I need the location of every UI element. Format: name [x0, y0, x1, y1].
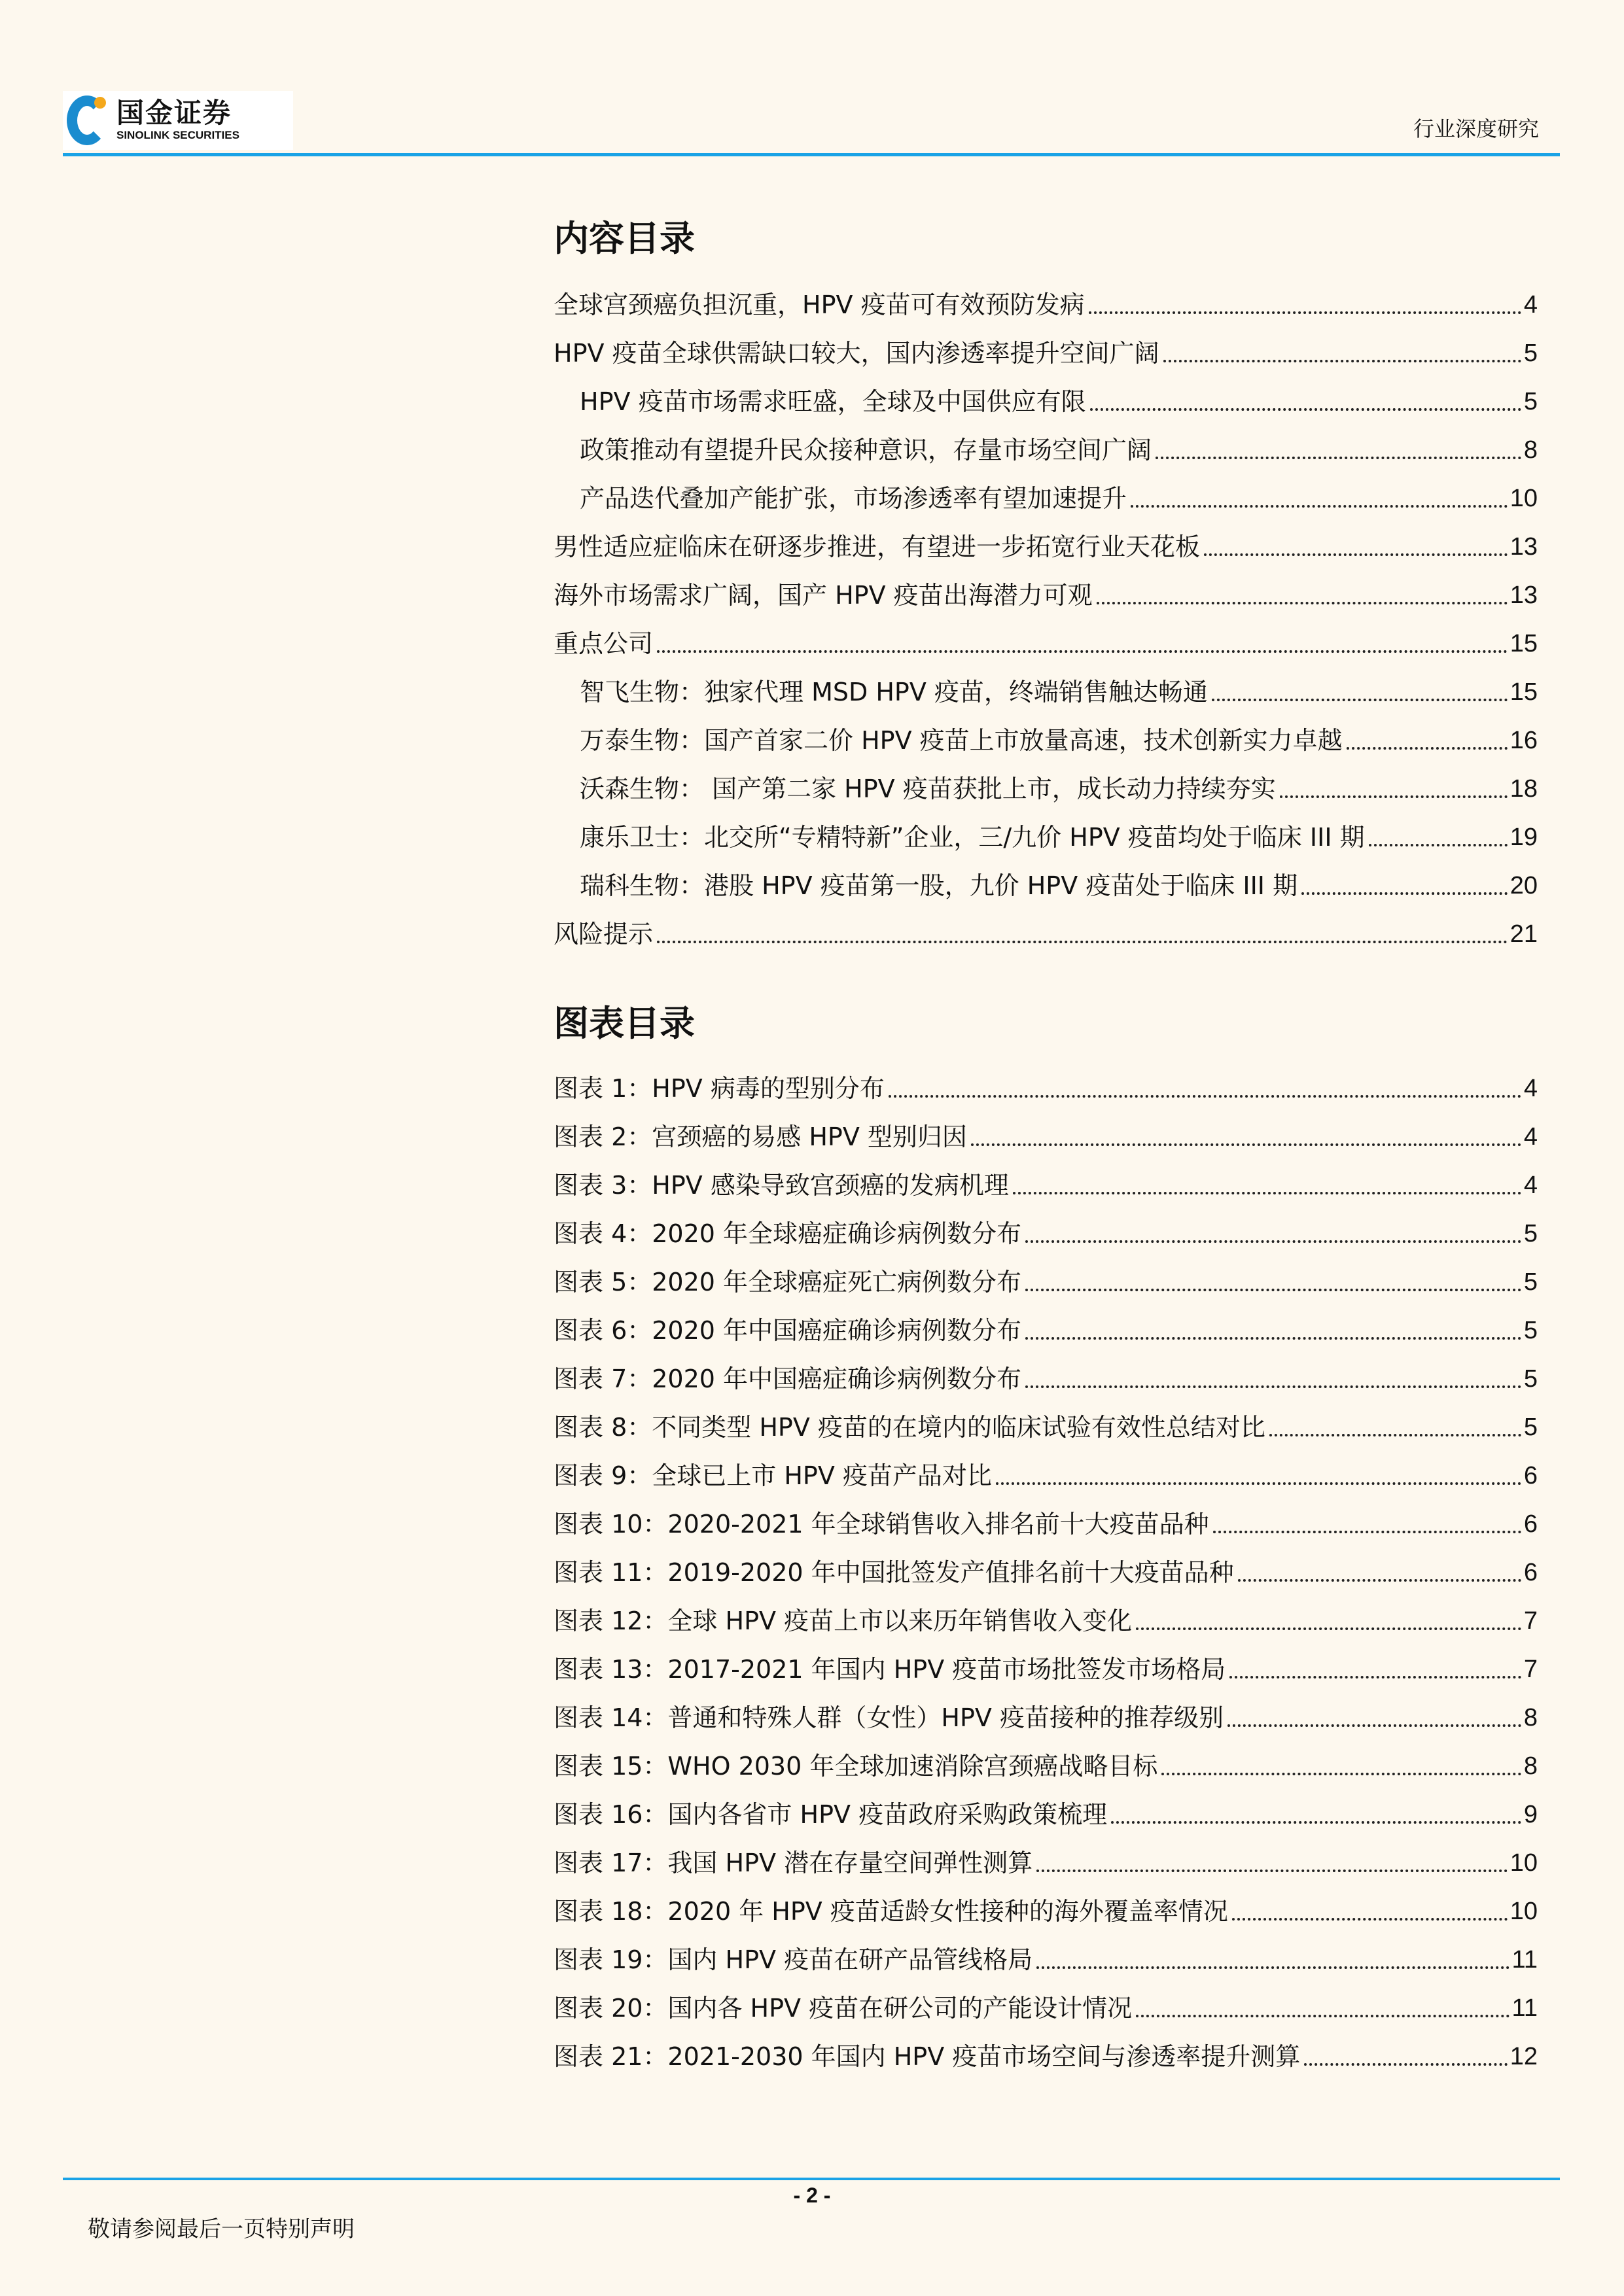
dot-leader: [1025, 1289, 1521, 1291]
figure-entry[interactable]: [554, 1395, 1538, 1443]
toc-entry[interactable]: [554, 417, 1538, 466]
dot-leader: [1013, 1192, 1521, 1194]
figure-entry[interactable]: [554, 1879, 1538, 1927]
entry-title: 图表 9：全球已上市 HPV 疫苗产品对比: [554, 1461, 992, 1490]
toc-entry[interactable]: [554, 514, 1538, 563]
dot-leader: [1156, 457, 1521, 459]
entry-page: 7: [1523, 1607, 1538, 1635]
figures-title: 图表目录: [554, 1002, 695, 1044]
entry-title: 图表 12：全球 HPV 疫苗上市以来历年销售收入变化: [554, 1607, 1133, 1635]
entry-page: 8: [1523, 1752, 1538, 1780]
dot-leader: [1212, 699, 1508, 701]
figure-entry[interactable]: [554, 1298, 1538, 1346]
entry-title: HPV 疫苗全球供需缺口较大，国内渗透率提升空间广阔: [554, 339, 1159, 368]
figure-entry[interactable]: [554, 1201, 1538, 1249]
entry-page: 15: [1509, 630, 1538, 657]
figure-entry[interactable]: [554, 1830, 1538, 1879]
figure-entry[interactable]: [554, 1685, 1538, 1733]
entry-page: 19: [1509, 824, 1538, 851]
entry-page: 4: [1523, 291, 1538, 319]
dot-leader: [1163, 360, 1521, 362]
entry-page: 10: [1509, 1898, 1538, 1925]
figures-list: [554, 1056, 1538, 2072]
contents-title: 内容目录: [554, 217, 695, 259]
figure-entry[interactable]: [554, 1782, 1538, 1830]
figure-entry[interactable]: [554, 1153, 1538, 1201]
entry-page: 6: [1523, 1462, 1538, 1489]
dot-leader: [971, 1143, 1521, 1146]
dot-leader: [996, 1482, 1521, 1485]
entry-title: 康乐卫士：北交所“专精特新”企业，三/九价 HPV 疫苗均处于临床 III 期: [580, 823, 1365, 852]
logo-name-en: SINOLINK SECURITIES: [116, 129, 239, 141]
toc-entry[interactable]: [554, 853, 1538, 901]
entry-page: 5: [1523, 1220, 1538, 1247]
dot-leader: [1204, 553, 1508, 556]
figure-entry[interactable]: [554, 1491, 1538, 1540]
entry-title: 沃森生物： 国产第二家 HPV 疫苗获批上市，成长动力持续夯实: [580, 774, 1276, 803]
dot-leader: [889, 1095, 1521, 1098]
entry-page: 5: [1523, 1365, 1538, 1393]
entry-title: 产品迭代叠加产能扩张，市场渗透率有望加速提升: [580, 484, 1127, 513]
contents-list: [554, 272, 1538, 950]
entry-page: 11: [1511, 1946, 1538, 1974]
figure-entry[interactable]: [554, 1927, 1538, 1975]
header-divider: [63, 153, 1560, 156]
entry-title: 图表 5：2020 年全球癌症死亡病例数分布: [554, 1268, 1022, 1296]
toc-entry[interactable]: [554, 611, 1538, 659]
report-category: 行业深度研究: [1413, 116, 1539, 141]
entry-title: 图表 15：WHO 2030 年全球加速消除宫颈癌战略目标: [554, 1752, 1158, 1781]
toc-entry[interactable]: [554, 466, 1538, 514]
entry-page: 10: [1509, 1849, 1538, 1877]
entry-page: 13: [1509, 582, 1538, 609]
entry-title: 图表 1：HPV 病毒的型别分布: [554, 1074, 885, 1103]
entry-page: 8: [1523, 1704, 1538, 1731]
dot-leader: [1232, 1918, 1508, 1921]
footer-divider: [63, 2178, 1560, 2180]
dot-leader: [1161, 1773, 1521, 1775]
logo-icon: [65, 93, 111, 148]
dot-leader: [1347, 747, 1508, 750]
dot-leader: [1227, 1724, 1521, 1727]
dot-leader: [1213, 1531, 1521, 1533]
dot-leader: [1111, 1821, 1521, 1824]
dot-leader: [1301, 892, 1508, 895]
entry-page: 12: [1509, 2043, 1538, 2070]
entry-page: 21: [1509, 920, 1538, 948]
figure-entry[interactable]: [554, 1733, 1538, 1782]
dot-leader: [1136, 2015, 1509, 2017]
toc-entry[interactable]: [554, 708, 1538, 756]
entry-title: 图表 19：国内 HPV 疫苗在研产品管线格局: [554, 1945, 1033, 1974]
figure-entry[interactable]: [554, 1588, 1538, 1637]
entry-title: 图表 16：国内各省市 HPV 疫苗政府采购政策梳理: [554, 1800, 1108, 1829]
entry-page: 15: [1509, 678, 1538, 706]
dot-leader: [1269, 1434, 1521, 1436]
dot-leader: [1025, 1385, 1521, 1388]
entry-title: 图表 4：2020 年全球癌症确诊病例数分布: [554, 1219, 1022, 1248]
dot-leader: [1238, 1579, 1521, 1582]
entry-page: 13: [1509, 533, 1538, 561]
toc-entry[interactable]: [554, 563, 1538, 611]
dot-leader: [657, 650, 1508, 653]
entry-page: 7: [1523, 1656, 1538, 1683]
entry-title: 海外市场需求广阔，国产 HPV 疫苗出海潜力可观: [554, 581, 1093, 610]
entry-page: 5: [1523, 1317, 1538, 1344]
entry-page: 6: [1523, 1510, 1538, 1538]
entry-title: 图表 11：2019-2020 年中国批签发产值排名前十大疫苗品种: [554, 1558, 1234, 1587]
entry-page: 18: [1509, 775, 1538, 803]
entry-title: 政策推动有望提升民众接种意识，存量市场空间广阔: [580, 436, 1152, 464]
toc-entry[interactable]: [554, 756, 1538, 805]
entry-title: 智飞生物：独家代理 MSD HPV 疫苗，终端销售触达畅通: [580, 678, 1208, 706]
entry-page: 5: [1523, 339, 1538, 367]
dot-leader: [1036, 1870, 1508, 1872]
figure-entry[interactable]: [554, 1443, 1538, 1491]
entry-title: HPV 疫苗市场需求旺盛，全球及中国供应有限: [580, 387, 1086, 416]
entry-page: 4: [1523, 1075, 1538, 1102]
entry-title: 瑞科生物：港股 HPV 疫苗第一股，九价 HPV 疫苗处于临床 III 期: [580, 871, 1298, 900]
entry-page: 10: [1509, 485, 1538, 512]
disclaimer-note: 敬请参阅最后一页特别声明: [88, 2216, 355, 2242]
logo-name-cn: 国金证券: [116, 97, 232, 129]
dot-leader: [1131, 505, 1508, 508]
dot-leader: [1025, 1240, 1521, 1243]
entry-page: 6: [1523, 1559, 1538, 1586]
entry-title: 男性适应症临床在研逐步推进，有望进一步拓宽行业天花板: [554, 532, 1201, 561]
company-logo: [63, 91, 293, 150]
entry-title: 万泰生物：国产首家二价 HPV 疫苗上市放量高速，技术创新实力卓越: [580, 726, 1343, 755]
entry-page: 8: [1523, 436, 1538, 464]
entry-page: 9: [1523, 1801, 1538, 1828]
dot-leader: [1097, 602, 1508, 604]
entry-title: 图表 10：2020-2021 年全球销售收入排名前十大疫苗品种: [554, 1510, 1209, 1539]
entry-title: 图表 2：宫颈癌的易感 HPV 型别归因: [554, 1122, 967, 1151]
entry-title: 图表 8：不同类型 HPV 疫苗的在境内的临床试验有效性总结对比: [554, 1413, 1265, 1442]
entry-page: 5: [1523, 388, 1538, 415]
entry-page: 11: [1511, 1994, 1538, 2022]
entry-title: 重点公司: [554, 629, 654, 658]
entry-title: 图表 7：2020 年中国癌症确诊病例数分布: [554, 1365, 1022, 1393]
entry-title: 图表 3：HPV 感染导致宫颈癌的发病机理: [554, 1171, 1009, 1200]
toc-entry[interactable]: [554, 901, 1538, 950]
dot-leader: [1229, 1676, 1521, 1679]
figure-entry[interactable]: [554, 1346, 1538, 1395]
entry-title: 图表 18：2020 年 HPV 疫苗适龄女性接种的海外覆盖率情况: [554, 1897, 1228, 1926]
figure-entry[interactable]: [554, 1540, 1538, 1588]
dot-leader: [1090, 408, 1521, 411]
toc-entry[interactable]: [554, 805, 1538, 853]
entry-title: 图表 21：2021-2030 年国内 HPV 疫苗市场空间与渗透率提升测算: [554, 2042, 1301, 2071]
entry-title: 图表 17：我国 HPV 潜在存量空间弹性测算: [554, 1849, 1033, 1877]
entry-title: 图表 14：普通和特殊人群（女性）HPV 疫苗接种的推荐级别: [554, 1703, 1224, 1732]
dot-leader: [1369, 844, 1508, 846]
figure-entry[interactable]: [554, 1056, 1538, 1104]
dot-leader: [1136, 1627, 1521, 1630]
entry-page: 5: [1523, 1414, 1538, 1441]
figure-entry[interactable]: [554, 1975, 1538, 2024]
toc-entry[interactable]: [554, 321, 1538, 369]
toc-entry[interactable]: [554, 659, 1538, 708]
dot-leader: [1280, 795, 1508, 798]
figure-entry[interactable]: [554, 1249, 1538, 1298]
entry-page: 5: [1523, 1268, 1538, 1296]
dot-leader: [1089, 311, 1521, 314]
dot-leader: [1025, 1337, 1521, 1340]
toc-entry[interactable]: [554, 369, 1538, 417]
entry-title: 风险提示: [554, 920, 654, 948]
dot-leader: [657, 941, 1508, 943]
entry-page: 20: [1509, 872, 1538, 899]
toc-entry[interactable]: [554, 272, 1538, 321]
entry-title: 图表 13：2017-2021 年国内 HPV 疫苗市场批签发市场格局: [554, 1655, 1226, 1684]
dot-leader: [1304, 2063, 1507, 2066]
page-number: - 2 -: [793, 2183, 831, 2207]
figure-entry[interactable]: [554, 2024, 1538, 2072]
entry-title: 图表 20：国内各 HPV 疫苗在研公司的产能设计情况: [554, 1994, 1133, 2023]
entry-page: 16: [1509, 727, 1538, 754]
entry-page: 4: [1523, 1123, 1538, 1151]
entry-title: 图表 6：2020 年中国癌症确诊病例数分布: [554, 1316, 1022, 1345]
dot-leader: [1036, 1966, 1509, 1969]
figure-entry[interactable]: [554, 1104, 1538, 1153]
entry-page: 4: [1523, 1172, 1538, 1199]
figure-entry[interactable]: [554, 1637, 1538, 1685]
entry-title: 全球宫颈癌负担沉重，HPV 疫苗可有效预防发病: [554, 290, 1085, 319]
